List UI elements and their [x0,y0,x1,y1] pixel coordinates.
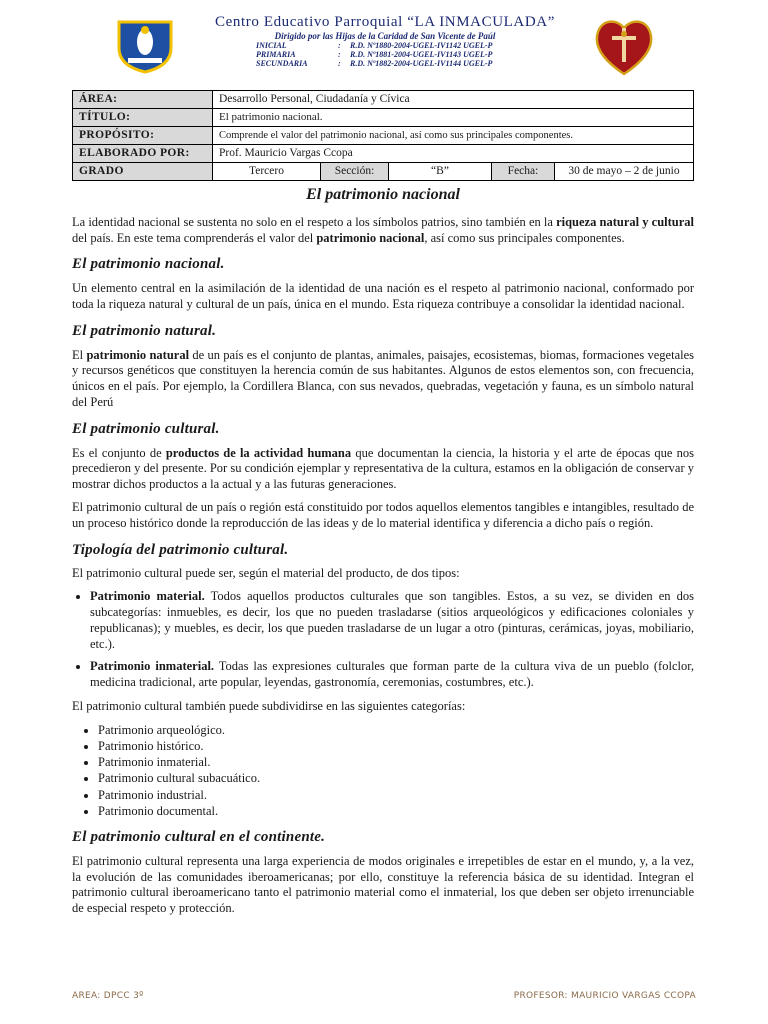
section-heading-continente: El patrimonio cultural en el continente. [72,828,326,845]
heritage-types-list [72,589,694,691]
school-crest-icon [116,18,174,74]
lesson-info-table [72,90,694,181]
section-heading-tipologia: Tipología del patrimonio cultural. [72,541,289,558]
heritage-categories-list [72,722,694,819]
list-item: • Patrimonio cultural subacuático. [98,770,694,786]
list-item: • Patrimonio arqueológico. [98,722,694,738]
paragraph-cultural-2: El patrimonio cultural de un país o región está constituido por todos aquellos elementos tangibles e intangibles, resultado de un proceso histórico donde la reproducción de las ideas y de lo material identifica y diferencia a dicho país o región. [72,499,694,530]
list-item: • Patrimonio material. Todos aquellos productos culturales que son tangibles. Estos, a su vez, se dividen en dos subcategorías: inmuebles, es decir, los que no pueden trasladarse (sitios arqueológicos y edificaciones coloniales y republicanas); y muebles, es decir, los que pueden trasladarse de un lugar a otro (pinturas, cerámicas, joyas, mobiliario, etc.). [90,589,694,652]
paragraph-continente: El patrimonio cultural representa una larga experiencia de modos originales e irrepetibles de estar en el mundo, y, a la vez, la evolución de las comunidades iberoamericanas; por ello, constituye la referencia básica de su identidad. Integran el patrimonio cultural iberoamericano tanto el patrimonio material como el inmaterial, los que deben ser objeto irrenunciable de especial respeto y protección. [72,853,694,916]
intro-paragraph: La identidad nacional se sustenta no solo en el respeto a los símbolos patrios, sino también en la riqueza natural y cultural del país. En este tema comprenderás el valor del patrimonio nacional, así como sus principales componentes. [72,214,695,245]
level-row: INICIAL : R.D. Nº1880-2004-UGEL-IV1142 UGEL-P [256,41,493,50]
level-registrations [256,41,492,68]
list-item: • Patrimonio industrial. [98,787,694,803]
info-row-titulo: TÍTULO: El patrimonio nacional. [73,109,694,127]
paragraph-cultural-1: Es el conjunto de productos de la actividad humana que documentan la ciencia, la historia y el arte de épocas que nos precedieron y del presente. Por su condición ejemplar y representativa de la cultura, estamos en la obligación de conservar y mostrar dichos productos a la actual y a las futuras generaciones. [72,445,694,492]
level-row: SECUNDARIA : R.D. Nº1882-2004-UGEL-IV1144 UGEL-P [256,59,493,68]
info-row-proposito: PROPÓSITO: Comprende el valor del patrimonio nacional, así como sus principales componentes. [73,127,694,145]
section-heading-natural: El patrimonio natural. [72,322,217,339]
school-subtitle: Dirigido por las Hijas de la Caridad de San Vicente de Paúl [274,31,496,41]
document-body [72,187,694,924]
document-header [0,0,768,84]
section-heading-cultural: El patrimonio cultural. [72,420,220,437]
level-row: PRIMARIA : R.D. Nº1881-2004-UGEL-IV1143 UGEL-P [256,50,493,59]
info-row-elaborado: ELABORADO POR: Prof. Mauricio Vargas Ccopa [73,145,694,163]
paragraph-tipologia: El patrimonio cultural puede ser, según el material del producto, de dos tipos: [72,566,460,581]
paragraph-nacional: Un elemento central en la asimilación de la identidad de una nación es el respeto al patrimonio nacional, conformado por toda la riqueza natural y cultural de un país, única en el mundo. Esta riqueza contribuye a consolidar la identidad nacional. [72,281,694,311]
religious-emblem-icon [592,14,656,78]
list-item: • Patrimonio inmaterial. [98,754,694,770]
footer-teacher: PROFESOR: MAURICIO VARGAS CCOPA [513,991,696,1001]
document-title: El patrimonio nacional [306,186,460,203]
info-row-grado: GRADO Tercero Sección: “B” Fecha: 30 de mayo – 2 de junio [73,163,694,181]
school-name: Centro Educativo Parroquial “LA INMACULADA” [215,14,555,30]
list-item: • Patrimonio documental. [98,803,694,819]
paragraph-categorias: El patrimonio cultural también puede subdividirse en las siguientes categorías: [72,698,466,713]
info-row-area: ÁREA: Desarrollo Personal, Ciudadanía y Cívica [73,91,694,109]
list-item: • Patrimonio histórico. [98,738,694,754]
section-heading-nacional: El patrimonio nacional. [72,256,225,273]
list-item: • Patrimonio inmaterial. Todas las expresiones culturales que forman parte de la cultura viva de un pueblo (folclor, medicina tradicional, arte popular, leyendas, gastronomía, ceremonias, costumbres, etc.). [90,659,694,691]
paragraph-natural: El patrimonio natural de un país es el conjunto de plantas, animales, paisajes, ecosistemas, biomas, formaciones vegetales y recursos genéticos que constituyen la herencia común de sus habitantes. Algunos de estos elementos son, con frecuencia, únicos en el país. Por ejemplo, la Cordillera Blanca, con sus nevados, quebradas, vegetación y fauna, es un símbolo natural del Perú [72,347,694,409]
footer-area: AREA: DPCC 3º [72,991,144,1001]
